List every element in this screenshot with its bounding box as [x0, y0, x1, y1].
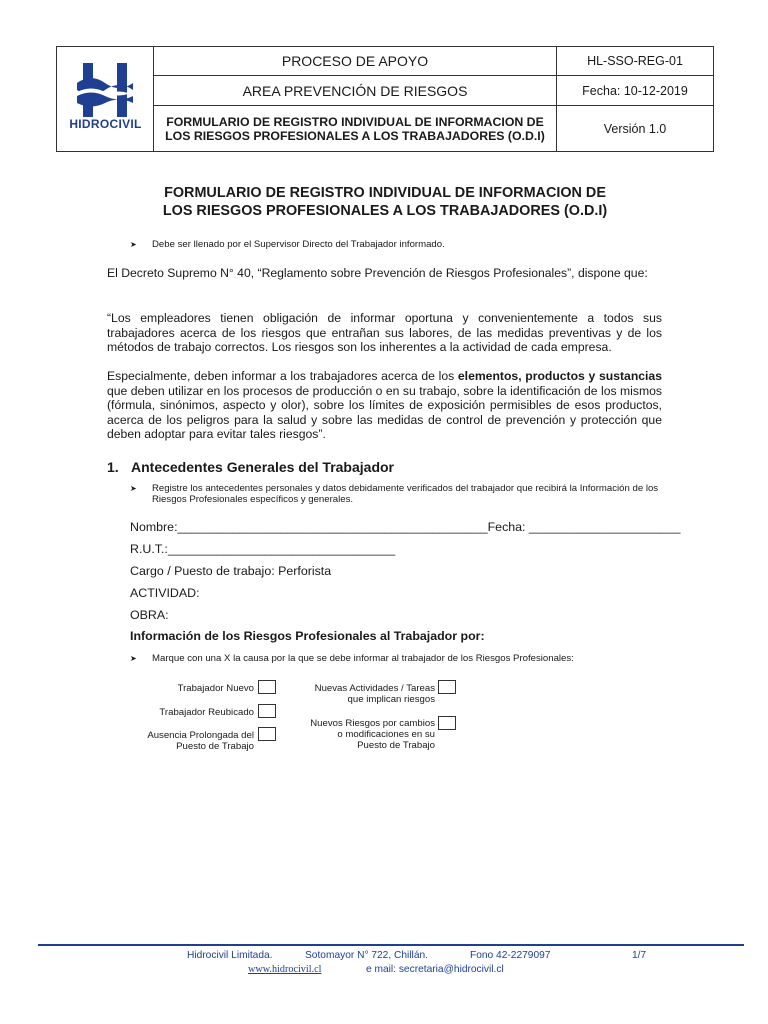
footer-website-link[interactable]: www.hidrocivil.cl	[248, 964, 322, 975]
quote-paragraph: “Los empleadores tienen obligación de informar oportuna y convenientemente a todos sus trabajadores acerca de los riesgos que entrañan sus labores, de las medidas preventivas y de los métodos de trabajo correctos. Los riesgos son los inherentes a la actividad de cada empresa.	[107, 311, 662, 355]
option-label-nuevas-line2: que implican riesgos	[347, 694, 435, 705]
supervisor-note-text: Debe ser llenado por el Supervisor Directo del Trabajador informado.	[152, 239, 445, 250]
risk-info-note-text: Marque con una X la causa por la que se debe informar al trabajador de los Riesgos Profesionales:	[152, 653, 574, 664]
footer-email: e mail: secretaria@hidrocivil.cl	[366, 964, 504, 975]
option-label-ausencia-line1: Ausencia Prolongada del	[147, 730, 254, 741]
footer-page-number: 1/7	[632, 950, 647, 961]
special-text-bold: elementos, productos y sustancias	[457, 369, 662, 383]
hidrocivil-logo-icon	[77, 61, 133, 119]
document-date: Fecha: 10-12-2019	[556, 76, 713, 106]
document-code: HL-SSO-REG-01	[556, 47, 713, 76]
special-text-end: que deben utilizar en los procesos de producción o en su trabajo, sobre la identificación de los mismos (fórmula, sinónimos, aspecto y olor), sobre los límites de exposición permisibles de esos productos, acerca de los peligros para la salud y sobre las medidas de control de prevención y protección que deben adoptar para evitar tales riesgos”.	[107, 383, 662, 442]
actividad-field[interactable]: ACTIVIDAD:	[130, 586, 200, 600]
checkbox-ausencia-prolongada[interactable]	[258, 727, 276, 741]
arrow-bullet-icon: ➤	[130, 484, 137, 493]
decree-paragraph: El Decreto Supremo N° 40, “Reglamento sobre Prevención de Riesgos Profesionales”, dispone que:	[107, 266, 648, 280]
section-note-text: Registre los antecedentes personales y datos debidamente verificados del trabajador que recibirá la Información de los Riesgos Profesionales específicos y generales.	[152, 483, 659, 505]
page-title-line2: LOS RIESGOS PROFESIONALES A LOS TRABAJADORES (O.D.I)	[162, 203, 608, 219]
area-name: AREA PREVENCIÓN DE RIESGOS	[154, 76, 556, 106]
option-label-riesgos-line3: Puesto de Trabajo	[357, 740, 435, 751]
option-label-riesgos-line1: Nuevos Riesgos por cambios	[310, 718, 435, 729]
section-heading	[107, 459, 394, 475]
option-label-nuevas-line1: Nuevas Actividades / Tareas	[314, 683, 435, 694]
nombre-field[interactable]: Nombre:_____________________________________________Fecha: ______________________	[130, 520, 681, 534]
footer-divider	[38, 944, 744, 946]
checkbox-nuevos-riesgos[interactable]	[438, 716, 456, 730]
logo-cell	[57, 47, 154, 151]
header-form-title-line2: LOS RIESGOS PROFESIONALES A LOS TRABAJADORES (O.D.I)	[165, 128, 545, 143]
arrow-bullet-icon: ➤	[130, 654, 137, 663]
option-label-nuevas-actividades	[290, 683, 435, 705]
option-label-ausencia-line2: Puesto de Trabajo	[176, 741, 254, 752]
option-label-ausencia-prolongada	[120, 730, 254, 752]
document-header	[56, 46, 714, 152]
special-paragraph	[107, 369, 662, 442]
rut-field[interactable]: R.U.T.:_________________________________	[130, 542, 396, 556]
checkbox-nuevas-actividades[interactable]	[438, 680, 456, 694]
checkbox-trabajador-nuevo[interactable]	[258, 680, 276, 694]
obra-field[interactable]: OBRA:	[130, 608, 169, 622]
option-label-nuevos-riesgos	[290, 718, 435, 751]
process-name: PROCESO DE APOYO	[154, 47, 556, 76]
footer-phone: Fono 42-2279097	[470, 950, 551, 961]
logo-text: HIDROCIVIL	[69, 117, 142, 131]
option-label-riesgos-line2: o modificaciones en su	[337, 729, 435, 740]
arrow-bullet-icon: ➤	[130, 240, 137, 249]
option-label-trabajador-nuevo: Trabajador Nuevo	[177, 683, 254, 694]
footer-website-wrap	[248, 964, 321, 975]
option-label-trabajador-reubicado: Trabajador Reubicado	[159, 707, 254, 718]
page-title	[90, 184, 680, 220]
header-form-title	[154, 106, 556, 151]
section-title: Antecedentes Generales del Trabajador	[131, 459, 394, 475]
footer-address: Sotomayor N° 722, Chillán.	[305, 950, 428, 961]
special-text-start: Especialmente, deben informar a los trabajadores acerca de los	[107, 369, 458, 383]
footer-company: Hidrocivil Limitada.	[187, 950, 273, 961]
section-number: 1.	[107, 459, 119, 475]
risk-info-title: Información de los Riesgos Profesionales al Trabajador por:	[130, 629, 485, 643]
document-version: Versión 1.0	[556, 106, 713, 151]
page-title-line1: FORMULARIO DE REGISTRO INDIVIDUAL DE INFORMACION DE	[164, 185, 606, 201]
cargo-field[interactable]: Cargo / Puesto de trabajo: Perforista	[130, 564, 332, 578]
checkbox-trabajador-reubicado[interactable]	[258, 704, 276, 718]
header-form-title-line1: FORMULARIO DE REGISTRO INDIVIDUAL DE INFORMACION DE	[166, 114, 544, 129]
